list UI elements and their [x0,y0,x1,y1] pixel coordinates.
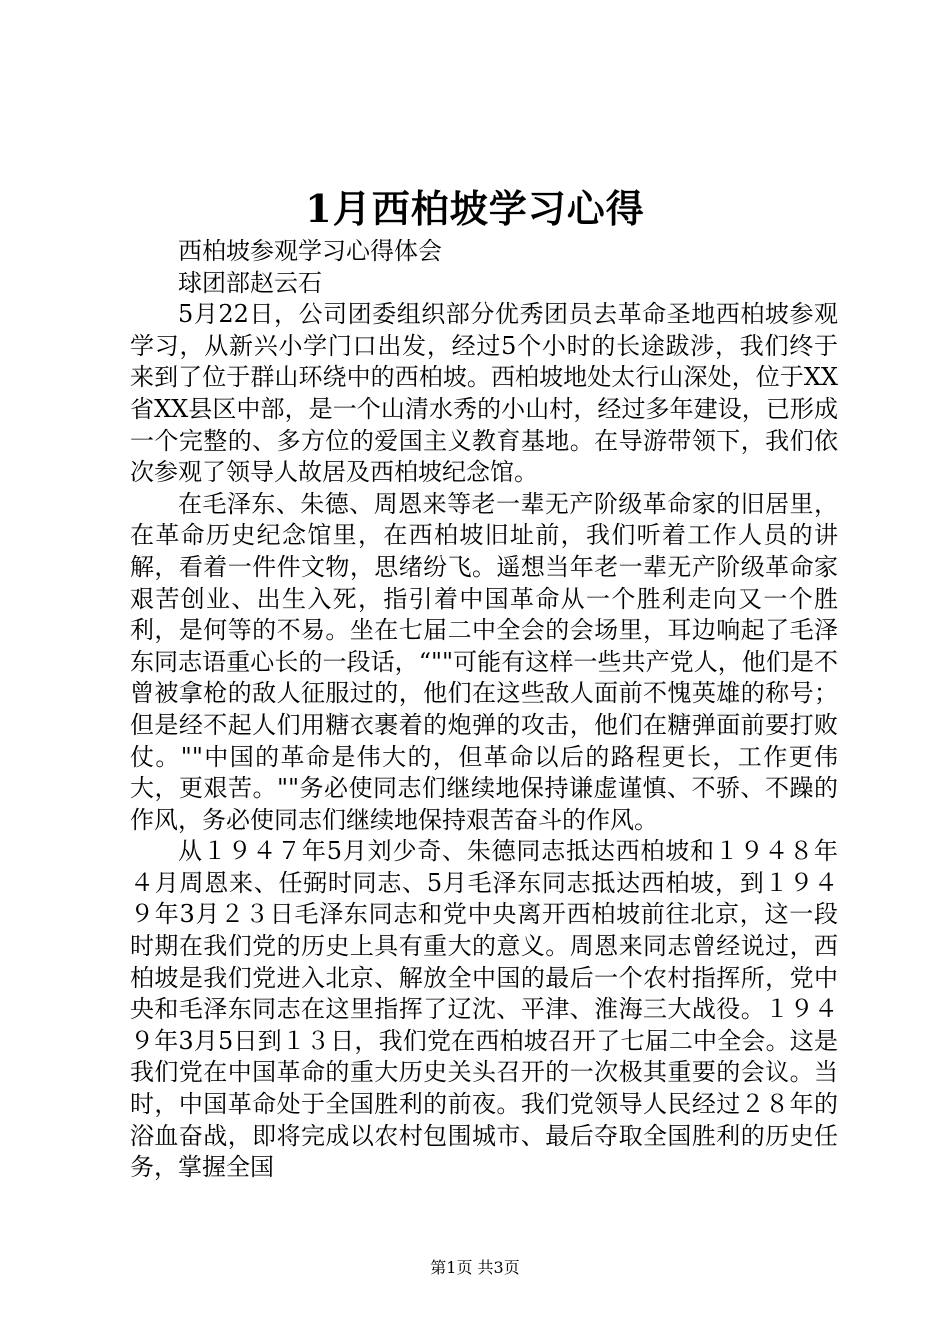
body-paragraph: 5月22日，公司团委组织部分优秀团员去革命圣地西柏坡参观学习，从新兴小学门口出发，经过5个小时的长途跋涉，我们终于来到了位于群山环绕中的西柏坡。西柏坡地处太行山深处，位于XX省XX县区中部，是一个山清水秀的小山村，经过多年建设，已形成一个完整的、多方位的爱国主义教育基地。在导游带领下，我们依次参观了领导人故居及西柏坡纪念馆。 [130,300,838,487]
body-paragraph: 在毛泽东、朱德、周恩来等老一辈无产阶级革命家的旧居里，在革命历史纪念馆里，在西柏坡旧址前，我们听着工作人员的讲解，看着一件件文物，思绪纷飞。遥想当年老一辈无产阶级革命家艰苦创业、出生入死，指引着中国革命从一个胜利走向又一个胜利，是何等的不易。坐在七届二中全会的会场里，耳边响起了毛泽东同志语重心长的一段话，“""可能有这样一些共产党人，他们是不曾被拿枪的敌人征服过的，他们在这些敌人面前不愧英雄的称号；但是经不起人们用糖衣裹着的炮弹的攻击，他们在糖弹面前要打败仗。""中国的革命是伟大的，但革命以后的路程更长，工作更伟大，更艰苦。""务必使同志们继续地保持谦虚谨慎、不骄、不躁的作风，务必使同志们继续地保持艰苦奋斗的作风。 [130,489,838,834]
document-body [130,236,838,1184]
author-paragraph: 球团部赵云石 [178,268,322,297]
body-paragraph: 从１９４７年5月刘少奇、朱德同志抵达西柏坡和１９４８年４月周恩来、任弼时同志、5月毛泽东同志抵达西柏坡，到１９４９年3月２３日毛泽东同志和党中央离开西柏坡前往北京，这一段时期在我们党的历史上具有重大的意义。周恩来同志曾经说过，西柏坡是我们党进入北京、解放全中国的最后一个农村指挥所，党中央和毛泽东同志在这里指挥了辽沈、平津、淮海三大战役。１９４９年3月5日到１３日，我们党在西柏坡召开了七届二中全会。这是我们党在中国革命的重大历史关头召开的一次极其重要的会议。当时，中国革命处于全国胜利的前夜。我们党领导人民经过２８年的浴血奋战，即将完成以农村包围城市、最后夺取全国胜利的历史任务，掌握全国 [130,837,838,1182]
subtitle-paragraph: 西柏坡参观学习心得体会 [178,237,442,265]
page-title: 1月西柏坡学习心得 [305,186,645,231]
page-footer: 第1页 共3页 [430,1258,520,1277]
